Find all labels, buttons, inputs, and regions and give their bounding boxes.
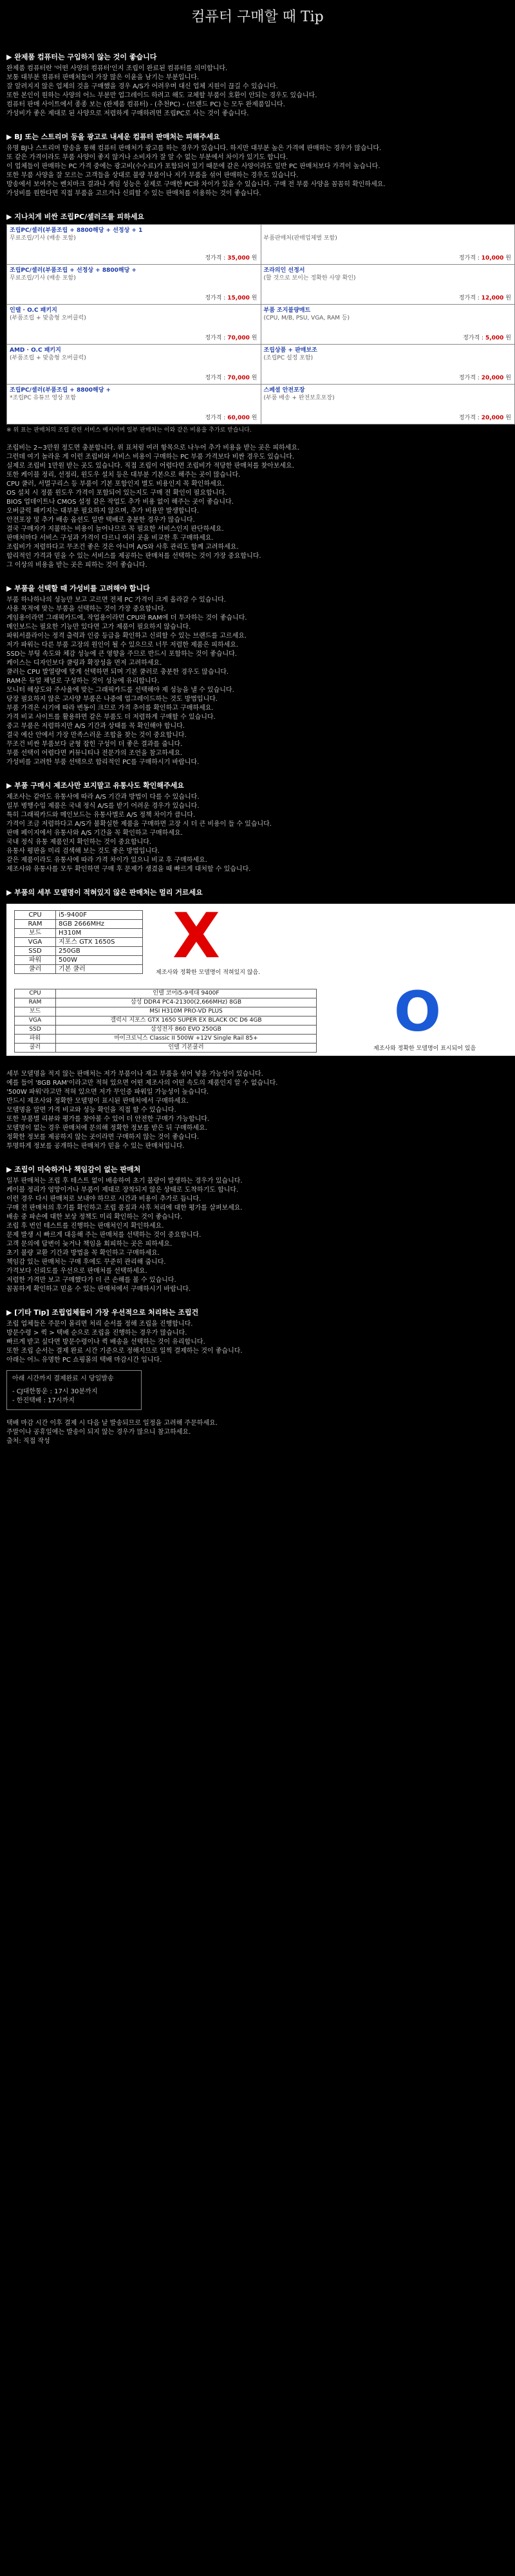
paragraph-line: 가성비가 좋은 제대로 된 사양으로 저렴하게 구매하려면 조립PC로 사는 것이 좋습니다. bbox=[6, 110, 249, 117]
service-cell bbox=[261, 305, 515, 345]
service-cell bbox=[7, 385, 261, 425]
paragraph-line: CPU 쿨러, 서멀구리스 등 부품이 기본 포함인지 별도 비용인지 꼭 확인하세요. bbox=[6, 481, 225, 488]
paragraph-line: 또한 조립 순서는 결제 완료 시간 기준으로 정해지므로 일찍 결제하는 것이 좋습니다. bbox=[6, 1348, 243, 1355]
paragraph-line: 또한 부품 사양을 잘 모르는 고객들을 상대로 불량 부품이나 저가 부품을 섞어 판매하는 경우도 있습니다. bbox=[6, 172, 299, 179]
service-desc: 무료조립/기사 (배송 포함) bbox=[10, 275, 76, 281]
spec-row bbox=[15, 1035, 317, 1044]
paragraph-line: 무조건 비싼 부품보다 균형 잡힌 구성이 더 좋은 결과를 줍니다. bbox=[6, 741, 183, 748]
paragraph-line: 모니터 해상도와 주사율에 맞는 그래픽카드를 선택해야 제 성능을 낼 수 있습니다. bbox=[6, 687, 234, 694]
paragraph-line: 메인보드는 필요한 기능만 있다면 고가 제품이 필요하지 않습니다. bbox=[6, 624, 191, 631]
spec-row bbox=[15, 989, 317, 998]
spec-value: H310M bbox=[56, 929, 143, 938]
paragraph-line: 가성비를 고려한 부품 선택으로 합리적인 PC를 구매하시기 바랍니다. bbox=[6, 759, 200, 766]
service-price: 정가격 : 60,000 원 bbox=[205, 415, 258, 421]
paragraph-line: 결국 예산 안에서 가장 만족스러운 조합을 찾는 것이 중요합니다. bbox=[6, 732, 187, 739]
service-name: 조라의인 선정서 bbox=[263, 267, 305, 274]
paragraph-line: 당장 필요하지 않은 고사양 부품은 나중에 업그레이드하는 것도 방법입니다. bbox=[6, 696, 218, 703]
paragraph-line: 또 같은 가격이라도 부품 사양이 좋지 않거나 소비자가 잘 알 수 없는 부분에서 차이가 있기도 합니다. bbox=[6, 154, 288, 161]
section-heading-7: ▶ 조립이 미숙하거나 책임감이 없는 판매처 bbox=[6, 1165, 141, 1174]
spec-row bbox=[15, 1026, 317, 1035]
section-heading-4: ▶ 부품을 선택할 때 가성비를 고려해야 합니다 bbox=[6, 584, 150, 593]
section-body-5 bbox=[6, 793, 509, 874]
paragraph-line: 가격이 조금 저렴하다고 A/S가 불확실한 제품을 구매하면 고장 시 더 큰 비용이 들 수 있습니다. bbox=[6, 821, 272, 828]
paragraph-line: 그런데 여기 놀라운 게 이런 조립비와 서비스 비용이 구매하는 PC 부품 가격보다 비싼 경우도 있습니다. bbox=[6, 453, 295, 461]
spec-key: CPU bbox=[15, 911, 56, 920]
spec-row bbox=[15, 947, 143, 956]
service-price: 정가격 : 12,000 원 bbox=[458, 295, 511, 301]
paragraph-line: 구매 전 판매처의 후기를 확인하고 조립 품질과 사후 처리에 대한 평가를 살펴보세요. bbox=[6, 1205, 243, 1212]
spec-row bbox=[15, 920, 143, 929]
paragraph-line: 아래는 어느 유명한 PC 쇼핑몰의 택배 마감시간 입니다. bbox=[6, 1357, 162, 1364]
paragraph-line: 완제품 컴퓨터란 '어떤 사양의 컴퓨터'인지 조립이 완료된 컴퓨터를 의미합니다. bbox=[6, 65, 228, 72]
service-desc: (조립PC 설정 포함) bbox=[263, 355, 314, 361]
service-price: 정가격 : 20,000 원 bbox=[458, 415, 511, 421]
paragraph-line: 책임감 있는 판매처는 구매 후에도 꾸준히 관리해 줍니다. bbox=[6, 1259, 166, 1266]
shipping-deadline-item: - CJ대한통운 : 17시 30분까지 bbox=[12, 1388, 98, 1395]
spec-key: 보드 bbox=[15, 1007, 56, 1016]
spec-row bbox=[15, 1044, 317, 1053]
service-price-table bbox=[6, 224, 515, 425]
section-body-7 bbox=[6, 1177, 509, 1294]
service-cell bbox=[261, 345, 515, 385]
service-desc: (할 것으로 보이는 정확한 사양 확인) bbox=[263, 275, 356, 281]
spec-value: 500W bbox=[56, 956, 143, 965]
paragraph-line: 저렴한 가격만 보고 구매했다가 더 큰 손해를 볼 수 있습니다. bbox=[6, 1277, 176, 1284]
spec-value: 마이크로닉스 Classic II 500W +12V Single Rail 85+ bbox=[56, 1035, 317, 1044]
spec-key: SSD bbox=[15, 947, 56, 956]
paragraph-line: 정확한 정보를 제공하지 않는 곳이라면 구매하지 않는 것이 좋습니다. bbox=[6, 1134, 200, 1141]
paragraph-line: 일부 판매처는 조립 후 테스트 없이 배송하여 초기 불량이 발생하는 경우가 있습니다. bbox=[6, 1178, 243, 1185]
paragraph-line: 또한 부품별 리뷰와 평가를 찾아볼 수 있어 더 안전한 구매가 가능합니다. bbox=[6, 1116, 210, 1123]
service-name: 조립상품 + 판매보조 bbox=[263, 347, 317, 354]
paragraph-line: 빠르게 받고 싶다면 방문수령이나 퀵 배송을 선택하는 것이 유리합니다. bbox=[6, 1339, 205, 1346]
table-footnote: ※ 위 표는 판매처의 조립 관련 서비스 예시이며 일부 판매처는 이와 같은 비용을 추가로 받습니다. bbox=[6, 427, 252, 434]
spec-row bbox=[15, 929, 143, 938]
paragraph-line: 케이블 정리가 엉망이거나 부품이 제대로 장착되지 않은 상태로 도착하기도 합니다. bbox=[6, 1187, 239, 1194]
paragraph-line: 모델명을 알면 가격 비교와 성능 확인을 직접 할 수 있습니다. bbox=[6, 1107, 176, 1114]
section-heading-3: ▶ 지나치게 비싼 조립PC/셀러즈를 피하세요 bbox=[6, 213, 144, 221]
paragraph-line: SSD는 부팅 속도와 체감 성능에 큰 영향을 주므로 반드시 포함하는 것이 좋습니다. bbox=[6, 651, 237, 658]
spec-key: RAM bbox=[15, 998, 56, 1007]
spec-row bbox=[15, 998, 317, 1007]
spec-row bbox=[15, 956, 143, 965]
section-heading-8: ▶ [기타 Tip] 조립업체들이 가장 우선적으로 처리하는 조립건 bbox=[6, 1308, 199, 1317]
paragraph-line: 조립 후 번인 테스트를 진행하는 판매처인지 확인하세요. bbox=[6, 1223, 164, 1230]
service-price: 정가격 : 70,000 원 bbox=[205, 375, 258, 381]
spec-value: 250GB bbox=[56, 947, 143, 956]
service-cell bbox=[7, 265, 261, 305]
service-cell bbox=[261, 265, 515, 305]
service-name: 부품 조지불량매트 bbox=[263, 307, 311, 314]
paragraph-line: 사용 목적에 맞는 부품을 선택하는 것이 가장 중요합니다. bbox=[6, 606, 166, 613]
paragraph-line: RAM은 듀얼 채널로 구성하는 것이 성능에 유리합니다. bbox=[6, 678, 160, 685]
service-cell bbox=[261, 385, 515, 425]
paragraph-line: 고객 문의에 답변이 늦거나 책임을 회피하는 곳은 피하세요. bbox=[6, 1241, 173, 1248]
spec-key: 파워 bbox=[15, 1035, 56, 1044]
spec-value: 8GB 2666MHz bbox=[56, 920, 143, 929]
paragraph-line: 그 이상의 비용을 받는 곳은 피하는 것이 좋습니다. bbox=[6, 562, 147, 569]
paragraph-line: 방문수령 > 퀵 > 택배 순으로 조립을 진행하는 경우가 많습니다. bbox=[6, 1330, 187, 1337]
spec-value: MSI H310M PRO-VD PLUS bbox=[56, 1007, 317, 1016]
paragraph-line: 파워서플라이는 정격 출력과 인증 등급을 확인하고 신뢰할 수 있는 브랜드를 고르세요. bbox=[6, 633, 247, 640]
service-price: 정가격 : 5,000 원 bbox=[463, 335, 511, 341]
paragraph-line: 꼼꼼하게 확인하고 믿을 수 있는 판매처에서 구매하시기 바랍니다. bbox=[6, 1286, 191, 1293]
paragraph-line: 제조사와 유통사를 모두 확인하면 구매 후 문제가 생겼을 때 빠르게 대처할 수 있습니다. bbox=[6, 866, 251, 873]
paragraph-line: 부품 가격은 시기에 따라 변동이 크므로 가격 추이를 확인하고 구매하세요. bbox=[6, 705, 214, 712]
spec-table-bad bbox=[14, 910, 143, 974]
paragraph-line: 가성비를 원한다면 직접 부품을 고르거나 신뢰할 수 있는 판매처를 이용하는 것이 좋습니다. bbox=[6, 190, 261, 197]
bad-caption: 제조사와 정확한 모델명이 적혀있지 않음. bbox=[156, 969, 261, 976]
service-name: 조립PC/셀러(부품조립 + 8800해당 + bbox=[10, 387, 111, 394]
section-body-6 bbox=[6, 1070, 509, 1151]
paragraph-line: BIOS 업데이트나 CMOS 설정 같은 작업도 추가 비용 없이 해주는 곳이 좋습니다. bbox=[6, 499, 234, 506]
spec-value: i5-9400F bbox=[56, 911, 143, 920]
page-title: 컴퓨터 구매할 때 Tip bbox=[191, 9, 324, 25]
spec-comparison-image bbox=[6, 900, 515, 1056]
paragraph-line: 케이스는 디자인보다 쿨링과 확장성을 먼저 고려하세요. bbox=[6, 660, 162, 667]
spec-value: 인텔 기본쿨러 bbox=[56, 1044, 317, 1053]
section-body-4 bbox=[6, 596, 509, 767]
section-body-3 bbox=[6, 444, 509, 570]
section-heading-6: ▶ 부품의 세부 모델명이 적혀있지 않은 판매처는 멀리 거르세요 bbox=[6, 888, 203, 897]
service-price: 정가격 : 15,000 원 bbox=[205, 295, 258, 301]
paragraph-line: 가격보다 신뢰도를 우선으로 판매처를 선택하세요. bbox=[6, 1268, 147, 1275]
service-price: 정가격 : 20,000 원 bbox=[458, 375, 511, 381]
spec-row bbox=[15, 938, 143, 947]
paragraph-line: 유명 BJ나 스트리머 방송을 통해 컴퓨터 판매처가 광고를 하는 경우가 있습니다. 하지만 대부분 높은 가격에 판매하는 경우가 많습니다. bbox=[6, 145, 382, 152]
paragraph-line: 방송에서 보여주는 벤치마크 결과나 게임 성능은 실제로 구매한 PC와 차이가 있을 수 있습니다. 구매 전 부품 사양을 꼼꼼히 확인하세요. bbox=[6, 181, 386, 188]
paragraph-line: 게임용이라면 그래픽카드에, 작업용이라면 CPU와 RAM에 더 투자하는 것이 좋습니다. bbox=[6, 615, 247, 622]
shipping-deadline-item: - 한진택배 : 17시까지 bbox=[12, 1397, 75, 1404]
service-price: 정가격 : 70,000 원 bbox=[205, 335, 258, 341]
paragraph-line: 합리적인 가격과 믿을 수 있는 서비스를 제공하는 판매처를 선택하는 것이 가장 중요합니다. bbox=[6, 553, 261, 560]
spec-value: 삼성전자 860 EVO 250GB bbox=[56, 1026, 317, 1035]
service-desc: 부품판매처(판매업체별 포함) bbox=[263, 235, 337, 242]
spec-key: SSD bbox=[15, 1026, 56, 1035]
spec-value: 기본 쿨러 bbox=[56, 965, 143, 974]
paragraph-line: 특히 그래픽카드와 메인보드는 유통사별로 A/S 정책 차이가 큽니다. bbox=[6, 812, 196, 819]
spec-row bbox=[15, 965, 143, 974]
spec-row bbox=[15, 911, 143, 920]
service-name: AMD · O.C 패키지 bbox=[10, 347, 61, 354]
service-desc: *조립PC 유튜브 영상 포함 bbox=[10, 395, 77, 401]
paragraph-line: 조립비가 저렴하다고 무조건 좋은 것은 아니며 A/S와 사후 관리도 함께 고려하세요. bbox=[6, 544, 239, 551]
spec-key: CPU bbox=[15, 989, 56, 998]
section-body-8 bbox=[6, 1320, 509, 1365]
spec-key: VGA bbox=[15, 1016, 56, 1026]
paragraph-line: 국내 정식 유통 제품인지 확인하는 것이 중요합니다. bbox=[6, 839, 152, 846]
service-name: 조립PC/셀러(부품조립 + 선정상 + 8800해당 + bbox=[10, 267, 136, 274]
service-name: 스페셜 안전포장 bbox=[263, 387, 305, 394]
section-body-2 bbox=[6, 144, 509, 198]
paragraph-line: 조립 업체들은 주문이 몰리면 처리 순서를 정해 조립을 진행합니다. bbox=[6, 1321, 193, 1328]
section-heading-5: ▶ 부품 구매시 제조사만 보지말고 유통사도 확인해주세요 bbox=[6, 781, 184, 790]
paragraph-line: 부품 하나하나의 성능만 보고 고르면 전체 PC 가격이 크게 올라갈 수 있습니다. bbox=[6, 596, 226, 604]
service-desc: 무료조립/기사 (배송 포함) bbox=[10, 235, 76, 242]
paragraph-line: 일부 병행수입 제품은 국내 정식 A/S를 받기 어려운 경우가 있습니다. bbox=[6, 803, 200, 810]
paragraph-line: 오버클럭 패키지는 대부분 필요하지 않으며, 추가 비용만 발생합니다. bbox=[6, 508, 200, 515]
paragraph-line: 안전포장 및 추가 배송 옵션도 일반 택배로 충분한 경우가 많습니다. bbox=[6, 517, 195, 524]
paragraph-line: 또한 본인이 원하는 사양의 어느 부분만 업그레이드 하려고 해도 교체할 부품이 호환이 안되는 경우도 있습니다. bbox=[6, 92, 317, 99]
paragraph-line: 같은 제품이라도 유통사에 따라 가격 차이가 있으니 비교 후 구매하세요. bbox=[6, 857, 207, 864]
service-name: 조립PC/셀러(부품조립 + 8800해당 + 선정상 + 1 bbox=[10, 227, 143, 234]
paragraph-line: 제조사는 같아도 유통사에 따라 A/S 기간과 방법이 다를 수 있습니다. bbox=[6, 794, 200, 801]
spec-value: 지포스 GTX 1650S bbox=[56, 938, 143, 947]
paragraph-line: 가격 비교 사이트를 활용하면 같은 부품도 더 저렴하게 구매할 수 있습니다. bbox=[6, 714, 216, 721]
paragraph-line: 이 업체들이 판매하는 PC 가격 중에는 광고비(수수료)가 포함되어 있기 때문에 같은 사양이라도 일반 PC 판매처보다 가격이 높습니다. bbox=[6, 163, 380, 170]
service-desc: (부품조립 + 맞춤형 오버클럭) bbox=[10, 315, 86, 321]
paragraph-line: 예를 들어 '8GB RAM'이라고만 적혀 있으면 어떤 제조사의 어떤 속도의 제품인지 알 수 없습니다. bbox=[6, 1080, 278, 1087]
service-cell bbox=[7, 345, 261, 385]
spec-value: 갤럭시 지포스 GTX 1650 SUPER EX BLACK OC D6 4GB bbox=[56, 1016, 317, 1026]
service-desc: (부품조립 + 맞춤형 오버클럭) bbox=[10, 355, 86, 361]
paragraph-line: OS 설치 시 정품 윈도우 가격이 포함되어 있는지도 구매 전 확인이 필요합니다. bbox=[6, 490, 227, 497]
paragraph-line: 저가 파워는 다른 부품 고장의 원인이 될 수 있으므로 너무 저렴한 제품은 피하세요. bbox=[6, 642, 239, 649]
spec-value: 인텔 코어i5-9세대 9400F bbox=[56, 989, 317, 998]
section-heading-1: ▶ 완제품 컴퓨터는 구입하지 않는 것이 좋습니다 bbox=[6, 53, 157, 61]
paragraph-line: 반드시 제조사와 정확한 모델명이 표시된 판매처에서 구매하세요. bbox=[6, 1098, 189, 1105]
paragraph-line: 이런 경우 다시 판매처로 보내야 하므로 시간과 비용이 추가로 듭니다. bbox=[6, 1196, 201, 1203]
spec-key: 파워 bbox=[15, 956, 56, 965]
paragraph-line: 택배 마감 시간 이후 결제 시 다음 날 발송되므로 일정을 고려해 주문하세요. bbox=[6, 1420, 218, 1427]
service-cell bbox=[7, 225, 261, 265]
paragraph-line: 세부 모델명을 적지 않는 판매처는 저가 부품이나 재고 부품을 섞어 넣을 가능성이 있습니다. bbox=[6, 1071, 263, 1078]
paragraph-line: 출처: 직접 작성 bbox=[6, 1438, 50, 1445]
service-desc: (CPU, M/B, PSU, VGA, RAM 등) bbox=[263, 315, 350, 321]
paragraph-line: 컴퓨터 판매 사이트에서 종종 보는 (완제품 컴퓨터) - (추천PC) - (브랜드 PC) 는 모두 완제품입니다. bbox=[6, 101, 285, 108]
paragraph-line: 보통 대부분 컴퓨터 판매처들이 가장 많은 이윤을 남기는 부분입니다. bbox=[6, 74, 200, 81]
paragraph-line: 판매 페이지에서 유통사와 A/S 기간을 꼭 확인하고 구매하세요. bbox=[6, 830, 183, 837]
spec-row bbox=[15, 1007, 317, 1016]
paragraph-line: 또한 케이블 정리, 선정리, 윈도우 설치 등은 대부분 기본으로 해주는 곳이 많습니다. bbox=[6, 472, 241, 479]
x-mark-icon: X bbox=[173, 900, 221, 972]
shipping-box-title: 아래 시간까지 결제완료 시 당일발송 bbox=[12, 1375, 114, 1382]
paragraph-line: 유통사 평판을 미리 검색해 보는 것도 좋은 방법입니다. bbox=[6, 848, 160, 855]
paragraph-line: 판매처마다 서비스 구성과 가격이 다르니 여러 곳을 비교한 후 구매하세요. bbox=[6, 535, 214, 542]
section-body-8-after bbox=[6, 1419, 509, 1446]
service-price: 정가격 : 35,000 원 bbox=[205, 255, 258, 262]
service-cell bbox=[261, 225, 515, 265]
paragraph-line: '500W 파워'라고만 적혀 있으면 저가 무인증 파워일 가능성이 높습니다. bbox=[6, 1089, 209, 1096]
spec-key: 보드 bbox=[15, 929, 56, 938]
paragraph-line: 실제로 조립비 1만원 받는 곳도 있습니다. 직접 조립이 어렵다면 조립비가 적당한 판매처를 찾아보세요. bbox=[6, 463, 294, 470]
service-desc: (부품 배송 + 완전보호포장) bbox=[263, 395, 335, 401]
spec-value: 삼성 DDR4 PC4-21300(2,666MHz) 8GB bbox=[56, 998, 317, 1007]
service-cell bbox=[7, 305, 261, 345]
paragraph-line: 투명하게 정보를 공개하는 판매처가 믿을 수 있는 판매처입니다. bbox=[6, 1143, 185, 1150]
paragraph-line: 결국 구매자가 지불하는 비용이 늘어나므로 꼭 필요한 서비스인지 판단하세요. bbox=[6, 526, 224, 533]
spec-row bbox=[15, 1016, 317, 1026]
spec-key: 쿨러 bbox=[15, 965, 56, 974]
spec-key: 쿨러 bbox=[15, 1044, 56, 1053]
paragraph-line: 문제 발생 시 빠르게 대응해 주는 판매처를 선택하는 것이 중요합니다. bbox=[6, 1232, 201, 1239]
spec-key: VGA bbox=[15, 938, 56, 947]
paragraph-line: 모델명이 없는 경우 판매처에 문의해 정확한 정보를 받은 뒤 구매하세요. bbox=[6, 1125, 207, 1132]
paragraph-line: 주말이나 공휴일에는 발송이 되지 않는 경우가 많으니 참고하세요. bbox=[6, 1429, 191, 1436]
paragraph-line: 배송 중 파손에 대한 보상 정책도 미리 확인하는 것이 좋습니다. bbox=[6, 1214, 183, 1221]
paragraph-line: 잘 알려지지 않은 업체의 것을 구매했을 경우 A/S가 어려우며 대신 업체 지원이 끊길 수 있습니다. bbox=[6, 83, 278, 90]
section-body-1 bbox=[6, 64, 509, 119]
paragraph-line: 쿨러는 CPU 발열량에 맞게 선택하면 되며 기본 쿨러로 충분한 경우도 많습니다. bbox=[6, 669, 229, 676]
paragraph-line: 부품 선택이 어렵다면 커뮤니티나 전문가의 조언을 참고하세요. bbox=[6, 750, 183, 757]
paragraph-line: 초기 불량 교환 기간과 방법을 꼭 확인하고 구매하세요. bbox=[6, 1250, 160, 1257]
spec-key: RAM bbox=[15, 920, 56, 929]
shipping-deadline-box bbox=[6, 1370, 142, 1410]
service-name: 인텔 · O.C 패키지 bbox=[10, 307, 57, 314]
good-caption: 제조사와 정확한 모델명이 표시되어 있음 bbox=[373, 1045, 476, 1052]
service-price: 정가격 : 10,000 원 bbox=[458, 255, 511, 262]
o-mark-icon: O bbox=[394, 980, 442, 1044]
paragraph-line: 중고 부품은 저렴하지만 A/S 기간과 상태를 꼭 확인해야 합니다. bbox=[6, 723, 185, 730]
section-heading-2: ▶ BJ 또는 스트리머 등을 광고로 내세운 컴퓨터 판매처는 피해주세요 bbox=[6, 133, 220, 141]
spec-table-good bbox=[14, 989, 317, 1053]
paragraph-line: 조립비는 2~3만원 정도면 충분합니다. 위 표처럼 여러 항목으로 나누어 추가 비용을 받는 곳은 피하세요. bbox=[6, 444, 300, 452]
